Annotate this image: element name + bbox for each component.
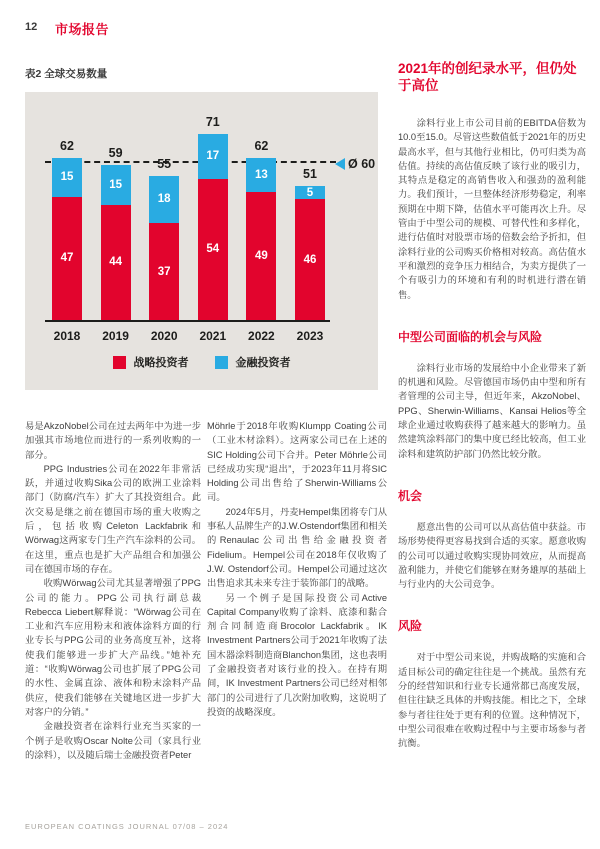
- transactions-chart: [25, 92, 378, 390]
- bar-total-label: 55: [157, 156, 172, 171]
- paragraph: 2024年5月，丹麦Hempel集团将专门从事私人品牌生产的J.W.Ostendorf集团和相关的Renaulac公司出售给金融投资者Fidelium。Hempel公司在2018年仅收购了J.W. Ostendorf公司。Hempel公司通过这次出售追求其未来专注于装饰部门的战略。: [207, 506, 387, 589]
- average-marker-icon: [335, 158, 345, 170]
- x-axis-label: 2023: [296, 329, 324, 343]
- chart-title: 表2 全球交易数量: [25, 68, 108, 80]
- section-title: 市场报告: [55, 22, 110, 37]
- paragraph: 对于中型公司来说，并购战略的实施和合适目标公司的确定往往是一个挑战。虽然有充分的经营知识和行业专长通常都已高度发展，但往往缺乏具体的并购技能。相比之下，全球参与者往往处于更有利的位置。这种情况下，中型公司很难在收购过程中与主要市场参与者抗衡。: [398, 652, 586, 749]
- paragraph: 收购Wörwag公司尤其显著增强了PPG公司的能力。PPG公司执行副总裁Rebecca Liebert解释说：“Wörwag公司在工业和汽车应用粉末和液体涂料方面的行业专长与PPG公司的业务高度互补，这将使我们能够进一步扩大产品线。”她补充道：“收购Wörwag公司也扩展了PPG公司的水性、金属直涂、液体和粉末涂料产品供应，使我们能够在关键地区进一步扩大对客户的分销。”: [25, 578, 201, 717]
- paragraph: Möhrle于2018年收购Klumpp Coating公司（工业木材涂料）。这两家公司已在上述的SIC Holding公司下合并。Peter Möhrle公司已经成功实现“退出”，于2023年11月将SIC Holding公司出售给了Sherwin-Williams公司。: [207, 421, 387, 503]
- financial-investor-segment: [198, 134, 228, 179]
- segment-value: 37: [157, 265, 171, 278]
- section-heading: 风险: [398, 619, 423, 634]
- bar-total-label: 51: [303, 167, 317, 182]
- financial-investor-segment: [52, 158, 82, 197]
- paragraph: 另一个例子是国际投资公司Active Capital Company收购了涂料、底漆和黏合剂合同制造商Brocolor Lackfabrik。IK Investment Partners公司于2021年收购了法国木器涂料制造商Blanchon集团，这也表明了金融投资者对该行业的投入。在持有期间，IK Investment Partners公司已经对相邻部门的公司进行了几次附加收购，这说明了投资的战略深度。: [207, 592, 387, 717]
- segment-value: 46: [303, 253, 317, 266]
- segment-value: 17: [206, 150, 220, 163]
- x-axis-label: 2018: [53, 329, 81, 343]
- legend-item-financial: [215, 354, 291, 370]
- x-axis-label: 2021: [199, 329, 227, 343]
- segment-value: 18: [157, 193, 171, 206]
- paragraph: PPG Industries公司在2022年非常活跃，并通过收购Sika公司的欧洲工业涂料部门（防腐/汽车）扩大了其投资组合。此次交易是继之前在德国市场的重大收购之后，包括收购Celeton Lackfabrik和Wörwag这两家专门生产汽车涂料的公司。在这里，重点也是扩大产品组合和加强公司在德国市场的存在。: [25, 463, 201, 574]
- bar-2022: [246, 139, 276, 320]
- paragraph: 易是AkzoNobel公司在过去两年中为进一步加强其市场地位而进行的一系列收购的一部分。: [25, 421, 201, 460]
- paragraph: 愿意出售的公司可以从高估值中获益。市场形势使得更容易找到合适的买家。愿意收购的公司可以通过收购实现协同效应，从而提高盈利能力，并使它们能够在财务雄厚的基础上与行业内的大公司竞争。: [398, 521, 586, 590]
- text-column-left: [25, 419, 201, 762]
- paragraph: 涂料行业上市公司目前的EBITDA倍数为10.0至15.0。尽管这些数值低于2021年的历史最高水平，但与其他行业相比，仍可归类为高估值。持续的高估值反映了该行业的吸引力，其特点是稳定的高销售收入和强劲的盈利能力。我们预计，一旦整体经济形势稳定，利率预期在中期下降，估值水平可能再次上升。尽管由于中型公司的规模、可替代性和多样化，进行估值时对股票市场的倍数会给予折扣，但涂料行业的公司购买价格相对较高。高估值水平和激烈的竞争压力相结合，为卖方提供了一个有吸引力的环境和有利的时机进行潜在销售。: [398, 118, 586, 300]
- average-dashed-line: [45, 161, 336, 163]
- bar-total-label: 59: [108, 146, 123, 161]
- bar-total-label: 62: [60, 138, 74, 153]
- x-axis-label: 2019: [102, 329, 129, 343]
- bar-total-label: 62: [254, 138, 269, 153]
- strategic-investor-segment: [246, 192, 276, 320]
- section-heading: 机会: [398, 488, 423, 503]
- page-number: 12: [25, 21, 38, 33]
- bar-2019: [101, 146, 131, 320]
- x-axis-label: 2020: [150, 329, 178, 343]
- segment-value: 49: [254, 249, 268, 262]
- journal-footer: EUROPEAN COATINGS JOURNAL 07/08 – 2024: [25, 822, 229, 831]
- strategic-investor-segment: [149, 223, 179, 320]
- segment-value: 44: [109, 256, 122, 269]
- text-column-right: [398, 60, 586, 751]
- financial-investor-segment: [149, 176, 179, 223]
- financial-investor-segment: [246, 158, 276, 192]
- strategic-investor-segment: [52, 197, 82, 320]
- segment-value: 5: [306, 186, 314, 199]
- paragraph: 金融投资者在涂料行业充当买家的一个例子是收购Oscar Nolte公司（家具行业的涂料），以及随后瑞士金融投资者Peter: [25, 721, 201, 760]
- paragraph: 涂料行业市场的发展给中小企业带来了新的机遇和风险。尽管德国市场仍由中型和所有者管理的公司主导，但近年来，AkzoNobel、PPG、Sherwin-Williams、Kansai Helios等全球企业通过收购获得了越来越大的影响力。虽然建筑涂料部门的集中度已经比较高，但工业涂料和建筑防护部门仍然比较分散。: [398, 362, 586, 459]
- bar-total-label: 71: [205, 115, 220, 129]
- legend-label: 战略投资者: [133, 357, 189, 369]
- chart-legend: [25, 354, 378, 370]
- legend-label: 金融投资者: [235, 357, 291, 369]
- bar-2021: [198, 115, 228, 320]
- bar-2018: [52, 139, 82, 320]
- legend-swatch: [113, 356, 126, 369]
- section-heading: 2021年的创纪录水平，但仍处于高位: [398, 61, 577, 93]
- article-body: [25, 419, 387, 762]
- financial-investor-segment: [101, 165, 131, 204]
- legend-item-strategic: [113, 354, 189, 370]
- x-axis-label: 2022: [248, 329, 275, 343]
- segment-value: 15: [60, 171, 74, 184]
- average-value-label: Ø 60: [348, 156, 376, 171]
- text-column-middle: [207, 419, 387, 762]
- bar-2020: [149, 157, 179, 320]
- section-heading: 中型公司面临的机会与风险: [398, 329, 543, 344]
- bar-2023: [295, 167, 325, 320]
- segment-value: 54: [206, 243, 220, 256]
- financial-investor-segment: [295, 186, 325, 199]
- chart-plot-area: [45, 115, 330, 322]
- legend-swatch: [215, 356, 228, 369]
- segment-value: 47: [60, 252, 74, 265]
- strategic-investor-segment: [198, 179, 228, 320]
- segment-value: 15: [109, 179, 122, 192]
- segment-value: 13: [254, 168, 268, 181]
- strategic-investor-segment: [101, 205, 131, 320]
- strategic-investor-segment: [295, 199, 325, 320]
